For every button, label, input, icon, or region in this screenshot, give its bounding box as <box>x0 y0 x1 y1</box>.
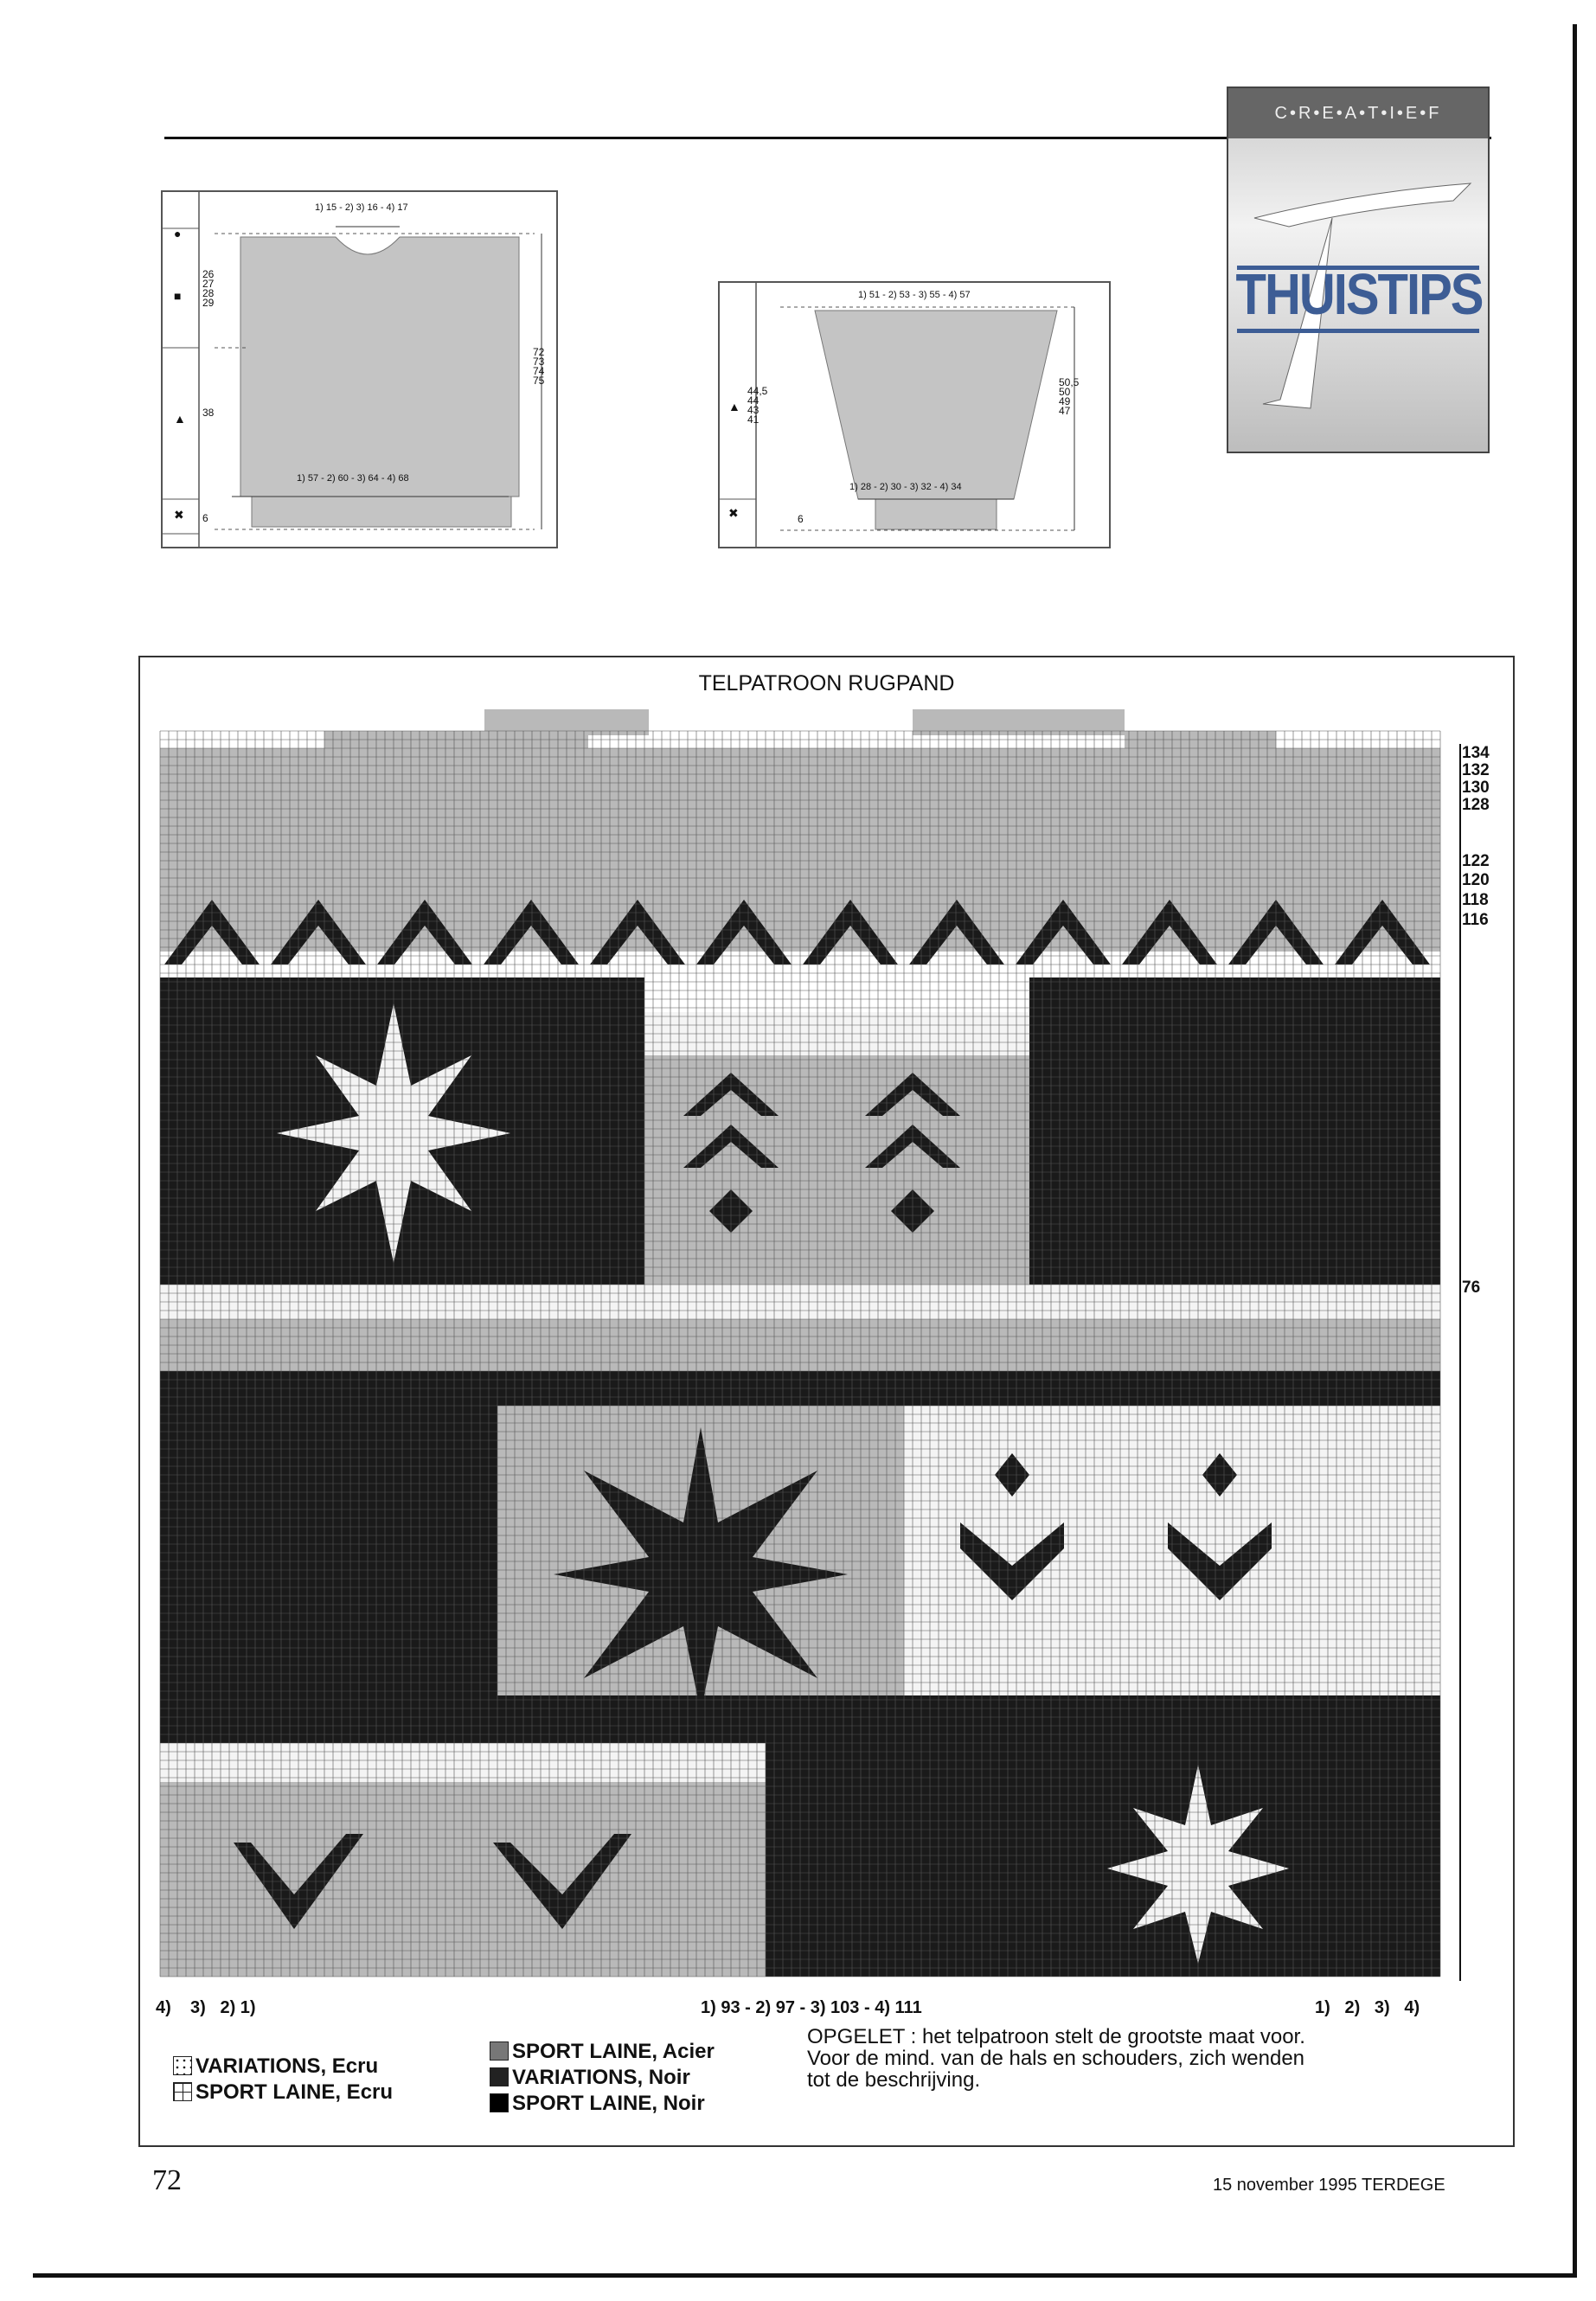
row-number-116: 116 <box>1462 911 1489 929</box>
body-width-label: 1) 57 - 2) 60 - 3) 64 - 4) 68 <box>297 473 409 484</box>
issue-info: 15 november 1995 TERDEGE <box>1213 2176 1445 2195</box>
cross-icon: ✖ <box>728 506 739 520</box>
legend-sport-laine-acier: SPORT LAINE, Acier <box>490 2040 715 2064</box>
row-number-120: 120 <box>1462 871 1490 889</box>
cuff-label: 6 <box>798 513 804 525</box>
legend-sport-laine-noir: SPORT LAINE, Noir <box>490 2092 705 2116</box>
rib-label: 6 <box>202 512 208 524</box>
black-swatch-icon <box>490 2093 509 2112</box>
logo-brand: THUISTIPS <box>1235 262 1483 327</box>
size-marks-center: 1) 93 - 2) 97 - 3) 103 - 4) 111 <box>701 1998 922 2017</box>
cross-icon: ✖ <box>174 508 184 522</box>
dotted-swatch-icon <box>173 2056 192 2075</box>
dark-block <box>1029 977 1440 1285</box>
legend-sport-laine-ecru: SPORT LAINE, Ecru <box>173 2080 393 2105</box>
logo-creatief: C•R•E•A•T•I•E•F <box>1274 104 1442 123</box>
row-number-118: 118 <box>1462 891 1489 909</box>
row-number-130: 130 <box>1462 779 1490 797</box>
size-marks-right: 1) 2) 3) 4) <box>1315 1998 1420 2017</box>
legend-variations-ecru: VARIATIONS, Ecru <box>173 2054 378 2079</box>
triangle-icon: ▲ <box>174 412 186 426</box>
row-number-128: 128 <box>1462 796 1490 814</box>
grid-swatch-icon <box>173 2082 192 2101</box>
square-icon: ■ <box>174 289 182 303</box>
row-number-122: 122 <box>1462 852 1490 870</box>
neck-step <box>913 709 1125 735</box>
page-number: 72 <box>152 2164 182 2196</box>
checked-swatch-icon <box>490 2041 509 2061</box>
dark-block <box>160 1406 497 1726</box>
sleeve-left-labels: 44,5 44 43 41 <box>747 385 768 426</box>
row-number-132: 132 <box>1462 761 1490 779</box>
triangle-icon: ▲ <box>728 400 740 413</box>
sleeve-bottom-label: 1) 28 - 2) 30 - 3) 32 - 4) 34 <box>849 482 962 492</box>
shoulder-labels: 26 27 28 29 <box>202 268 215 309</box>
row-number-134: 134 <box>1462 744 1490 762</box>
sleeve-top-label: 1) 51 - 2) 53 - 3) 55 - 4) 57 <box>858 290 971 300</box>
chart-title: TELPATROON RUGPAND <box>698 671 955 695</box>
armhole-label: 38 <box>202 407 215 419</box>
legend-variations-noir: VARIATIONS, Noir <box>490 2066 690 2090</box>
sleeve-right-labels: 50,5 50 49 47 <box>1059 376 1080 417</box>
size-marks-left: 4) 3) 2) 1) <box>156 1998 256 2017</box>
row-number-76: 76 <box>1462 1279 1481 1297</box>
chart-note: OPGELET : het telpatroon stelt de grootste maat voor. Voor de mind. van de hals en schouders, zich wenden tot de beschrijving. <box>807 2025 1305 2092</box>
circle-icon: ● <box>174 227 182 240</box>
black-swatch-icon <box>490 2067 509 2086</box>
neck-width-label: 1) 15 - 2) 3) 16 - 4) 17 <box>315 202 408 213</box>
length-labels: 72 73 74 75 <box>533 346 545 387</box>
